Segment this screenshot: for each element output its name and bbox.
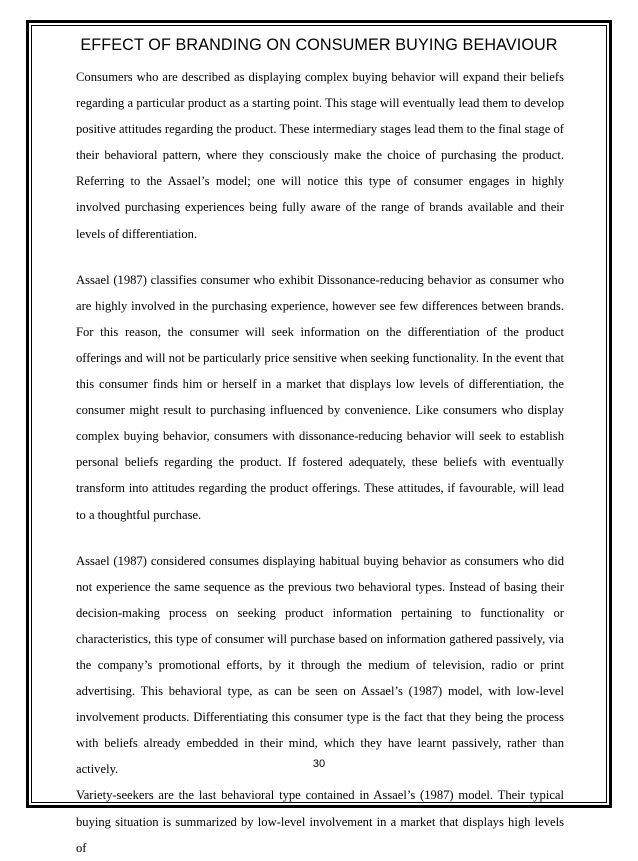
page-number: 30: [312, 758, 326, 770]
paragraph-dissonance-reducing: Assael (1987) classifies consumer who exhibit Dissonance-reducing behavior as consumer who are highly involved in the purchasing experience, however see few differences between brands. For this reason, the consumer will seek information on the differentiation of the product offerings and will not be particularly price sensitive when seeking functionality. In the event that this consumer finds him or herself in a market that displays low levels of differentiation, the consumer might result to purchasing influenced by convenience. Like consumers who display complex buying behavior, consumers with dissonance-reducing behavior will seek to establish personal beliefs regarding the product. If fostered adequately, these beliefs with eventually transform into attitudes regarding the product offerings. These attitudes, if favourable, will lead to a thoughtful purchase.: [76, 272, 564, 522]
document-body: [76, 64, 564, 861]
page-header-title: EFFECT OF BRANDING ON CONSUMER BUYING BEHAVIOUR: [80, 36, 558, 54]
paragraph-complex-buying: Consumers who are described as displaying complex buying behavior will expand their beliefs regarding a particular product as a starting point. This stage will eventually lead them to develop positive attitudes regarding the product. These intermediary stages lead them to the final stage of their behavioral pattern, where they consciously make the choice of purchasing the product. Referring to the Assael’s model; one will notice this type of consumer engages in highly involved purchasing experiences being fully aware of the range of brands available and their levels of differentiation.: [76, 70, 564, 241]
paragraph-habitual-buying: Assael (1987) considered consumes displaying habitual buying behavior as consumers who did not experience the same sequence as the previous two behavioral types. Instead of basing their decision-making process on seeking product information pertaining to functionality or characteristics, this type of consumer will purchase based on information gathered passively, via the company’s promotional efforts, by it through the medium of television, radio or print advertising. This behavioral type, as can be seen on Assael’s (1987) model, with low-level involvement products. Differentiating this consumer type is the fact that they being the process with beliefs already embedded in their mind, which they have learnt passively, rather than actively.: [76, 553, 564, 777]
paragraph-variety-seekers: Variety-seekers are the last behavioral type contained in Assael’s (1987) model. Their typical buying situation is summarized by low-level involvement in a market that displays high levels of: [76, 788, 564, 855]
